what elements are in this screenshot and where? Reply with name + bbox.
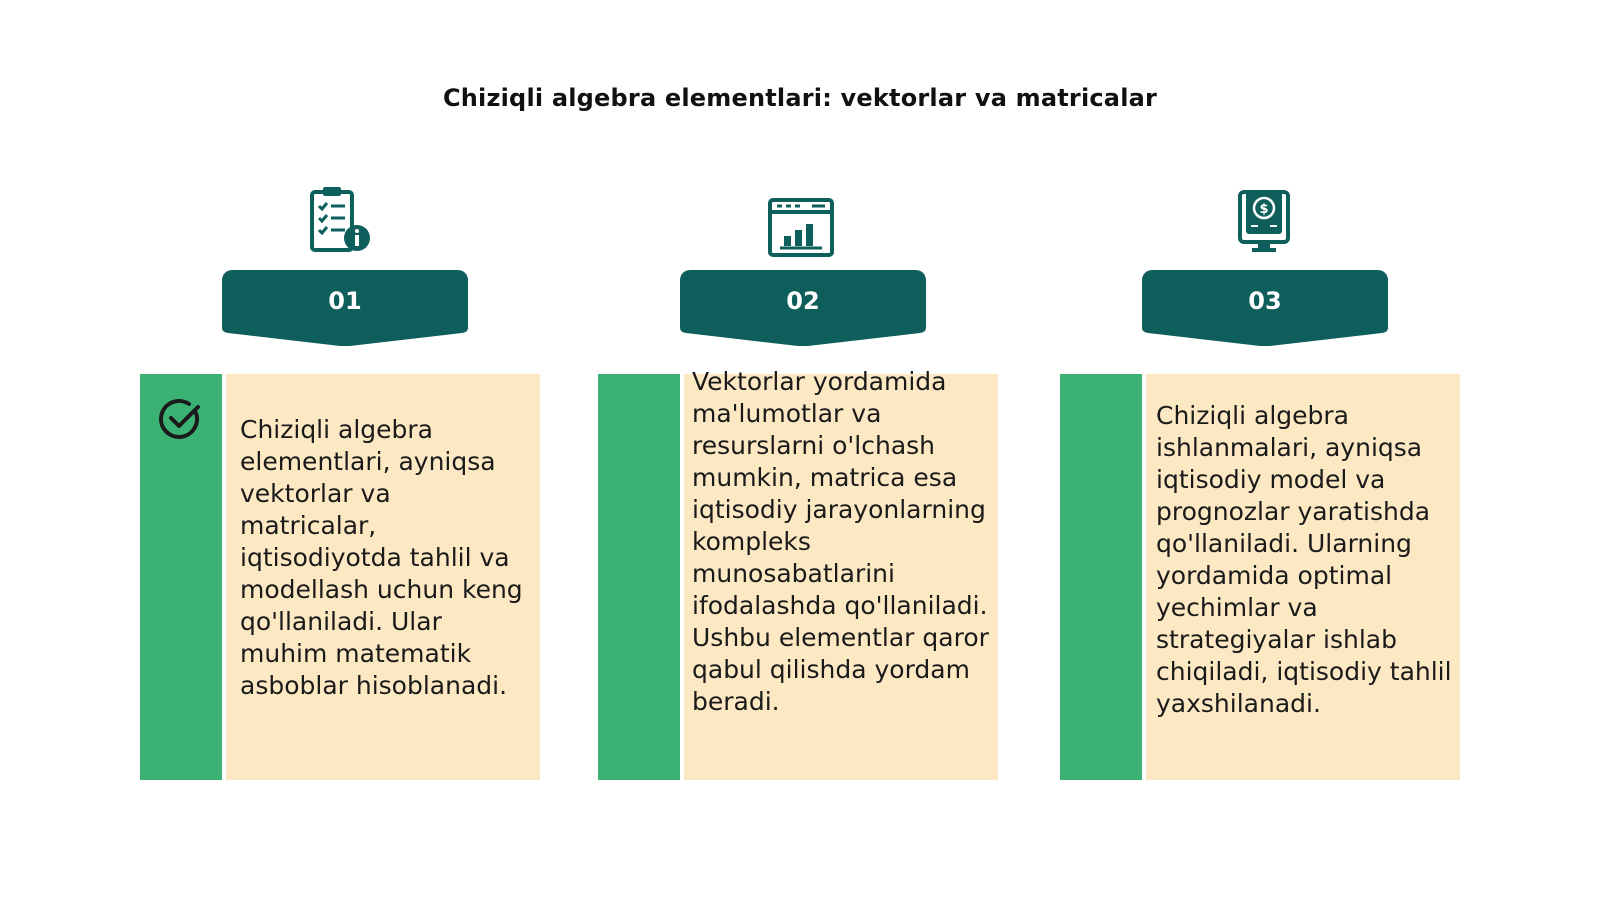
- monitor-dollar-icon: [1236, 188, 1292, 256]
- step-column-3: [1060, 0, 1480, 900]
- step-3-number: 03: [1248, 287, 1282, 315]
- step-2-icon-area: [598, 186, 1018, 262]
- step-2-badge: [680, 270, 926, 346]
- step-1-icon-area: [140, 186, 560, 262]
- step-column-2: [598, 0, 1018, 900]
- clipboard-checklist-info-icon: [306, 186, 376, 256]
- step-1-accent-bar: [140, 374, 222, 780]
- browser-bar-chart-icon: [768, 198, 834, 258]
- step-column-1: [140, 0, 560, 900]
- page-title: Chiziqli algebra elementlari: vektorlar va matricalar: [442, 84, 1158, 112]
- step-3-icon-area: [1060, 186, 1480, 262]
- svg-text:$: $: [1259, 202, 1269, 217]
- step-2-accent-bar: [598, 374, 680, 780]
- step-1-badge: [222, 270, 468, 346]
- step-3-text: Chiziqli algebra ishlanmalari, ayniqsa iqtisodiy model va prognozlar yaratishda qo'llaniladi. Ularning yordamida optimal yechimlar va strategiyalar ishlab chiqiladi, iqtisodiy tahlil yaxshilanadi.: [1156, 401, 1452, 718]
- step-2-number: 02: [786, 287, 820, 315]
- step-1-number: 01: [328, 287, 362, 315]
- step-3-accent-bar: [1060, 374, 1142, 780]
- step-2-text: Vektorlar yordamida ma'lumotlar va resurslarni o'lchash mumkin, matrica esa iqtisodiy jarayonlarning kompleks munosabatlarini ifodalashda qo'llaniladi. Ushbu elementlar qaror qabul qilishda yordam beradi.: [692, 367, 989, 716]
- check-circle-icon: [158, 396, 204, 442]
- step-1-text: Chiziqli algebra elementlari, ayniqsa vektorlar va matricalar, iqtisodiyotda tahlil va modellash uchun keng qo'llaniladi. Ular muhim matematik asboblar hisoblanadi.: [240, 415, 523, 700]
- step-3-badge: [1142, 270, 1388, 346]
